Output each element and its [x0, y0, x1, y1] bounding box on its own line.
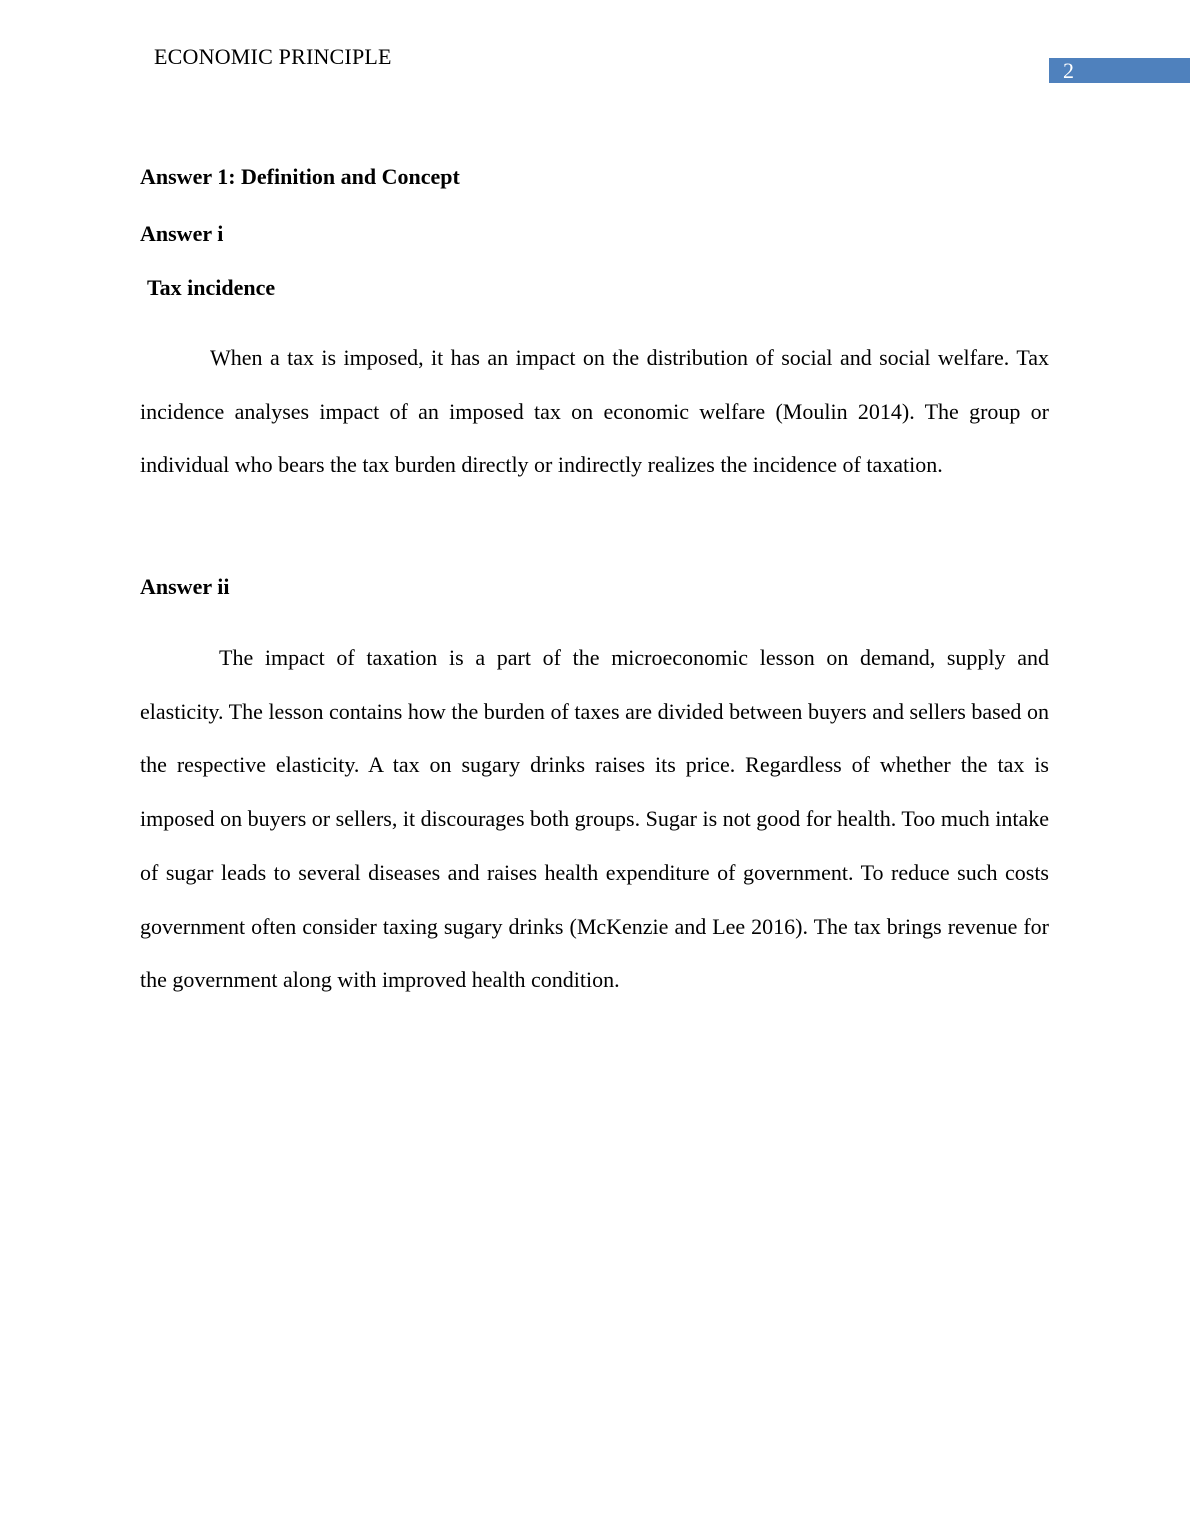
subheading-tax-incidence: Tax incidence — [147, 275, 276, 300]
paragraph-tax-incidence: When a tax is imposed, it has an impact on the distribution of social and social welfare. Tax incidence analyses impact of an imposed tax on economic welfare (Moulin 2014). The group or individual who bears the tax burden directly or indirectly realizes the incidence of taxation. — [140, 345, 1049, 478]
heading-answer-ii: Answer ii — [140, 574, 230, 599]
paragraph-impact-of-taxation: The impact of taxation is a part of the microeconomic lesson on demand, supply and elasticity. The lesson contains how the burden of taxes are divided between buyers and sellers based on the respective elasticity. A tax on sugary drinks raises its price. Regardless of whether the tax is imposed on buyers or sellers, it discourages both groups. Sugar is not good for health. Too much intake of sugar leads to several diseases and raises health expenditure of government. To reduce such costs government often consider taxing sugary drinks (McKenzie and Lee 2016). The tax brings revenue for the government along with improved health condition. — [140, 645, 1049, 993]
section-heading-answer-1: Answer 1: Definition and Concept — [140, 164, 460, 189]
page-number: 2 — [1063, 58, 1074, 83]
running-header-title: ECONOMIC PRINCIPLE — [154, 44, 392, 69]
page-number-badge — [1049, 58, 1190, 83]
heading-answer-i: Answer i — [140, 221, 224, 246]
